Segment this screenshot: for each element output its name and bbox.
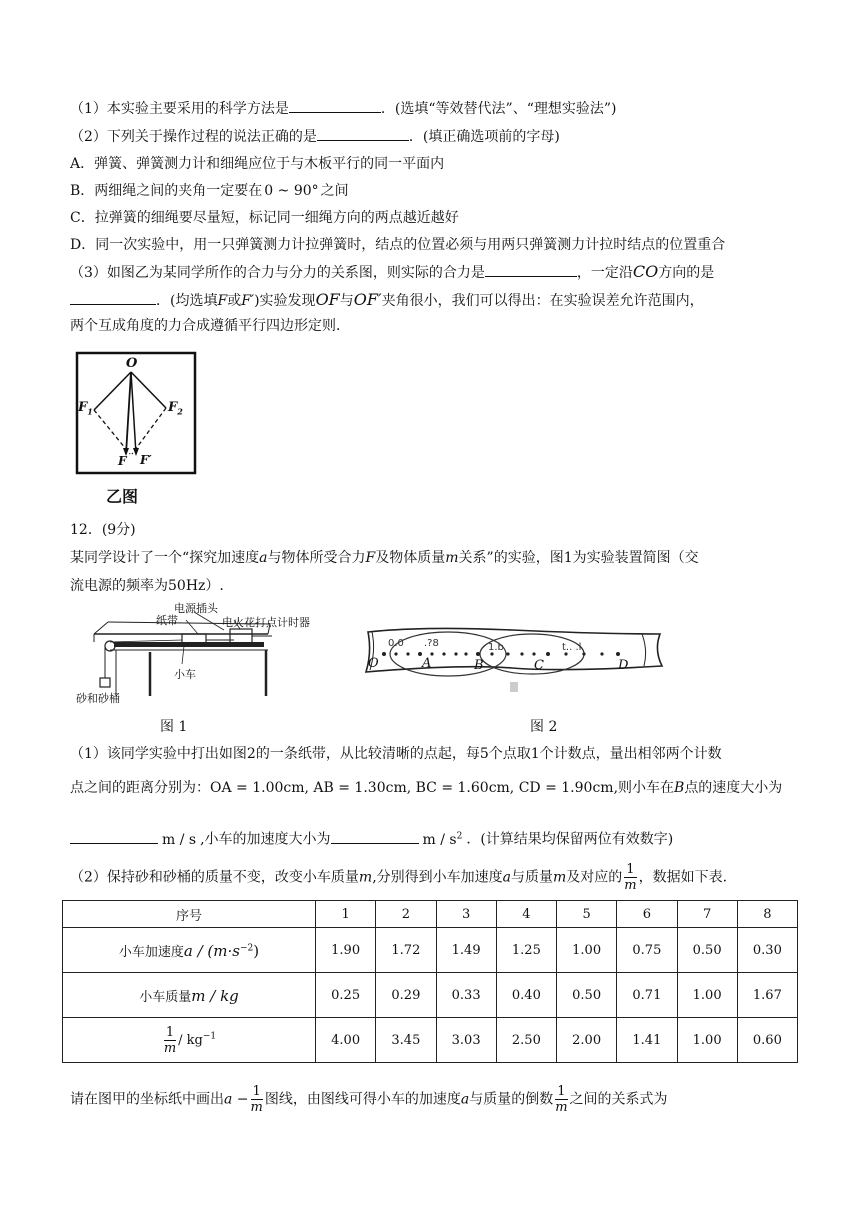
- table-cell: 0.30: [737, 928, 797, 973]
- table-header-cell: 8: [737, 901, 797, 928]
- table-cell: 1.67: [737, 973, 797, 1018]
- label-spark-timer: 电火花打点计时器: [222, 616, 310, 629]
- svg-text:0.0: 0.0: [388, 638, 404, 649]
- question-11-2: （2）下列关于操作过程的说法正确的是 ．(填正确选项前的字母): [70, 126, 560, 147]
- table-row-inverse-mass: [63, 1018, 798, 1063]
- force-f-prime-label: F′: [140, 453, 152, 467]
- question-11-3-line1: （3）如图乙为某同学所作的合力与分力的关系图，则实际的合力是 ，一定沿CO方向的是: [70, 262, 715, 281]
- question-12-intro-1: 某同学设计了一个“探究加速度a与物体所受合力F及物体质量m关系”的实验，图1为实验装置简图（交: [70, 550, 699, 566]
- question-12-2-instruction: 请在图甲的坐标纸中画出a − $\frac{1}{m}$ 图线，由图线可得小车的加速度a与质量的倒数 $\frac{1}{m}$ 之间的关系式为: [70, 1084, 668, 1115]
- figure-2-caption: 图 2: [530, 719, 558, 735]
- question-11-3-line3: 两个互成角度的力合成遵循平行四边形定则．: [70, 318, 350, 334]
- table-cell: 0.33: [436, 973, 496, 1018]
- force-f2-label: $F_2$: [168, 400, 183, 417]
- point-o: O: [368, 656, 379, 671]
- fraction-1-over-m: $\frac{1}{m}$: [555, 1084, 568, 1115]
- table-cell: 0.50: [557, 973, 617, 1018]
- table-cell: 2.00: [557, 1018, 617, 1063]
- table-cell: 0.29: [376, 973, 436, 1018]
- option-a: A．弹簧、弹簧测力计和细绳应位于与木板平行的同一平面内: [70, 156, 445, 172]
- point-d: D: [618, 658, 629, 673]
- figure-2-paper-tape: [362, 620, 666, 700]
- table-header-cell: 1: [316, 901, 376, 928]
- table-header-cell: 序号: [63, 901, 316, 928]
- option-d: D．同一次实验中，用一只弹簧测力计拉弹簧时，结点的位置必须与用两只弹簧测力计拉时结点的位置重合: [70, 237, 726, 253]
- figure-yi: [74, 350, 198, 476]
- table-cell: 0.60: [737, 1018, 797, 1063]
- force-f1-label: $F_1$: [78, 400, 93, 417]
- label-sand-bucket: 砂和砂桶: [76, 692, 120, 705]
- table-header-cell: 2: [376, 901, 436, 928]
- answer-blank: [485, 262, 577, 277]
- row-label: $\frac{1}{m}$ / $kg^{-1}$: [63, 1018, 316, 1063]
- label-cart: 小车: [174, 668, 196, 681]
- table-cell: 1.49: [436, 928, 496, 973]
- svg-text:t.. .l: t.. .l: [562, 642, 582, 653]
- table-cell: 1.72: [376, 928, 436, 973]
- answer-blank: [317, 126, 409, 141]
- table-cell: 1.41: [617, 1018, 677, 1063]
- table-cell: 0.71: [617, 973, 677, 1018]
- row-label: 小车加速度$a / (m\cdot s^{-2})$: [63, 928, 316, 973]
- table-cell: 3.03: [436, 1018, 496, 1063]
- table-cell: 1.25: [496, 928, 556, 973]
- answer-blank: [70, 829, 158, 844]
- table-cell: 0.50: [677, 928, 737, 973]
- table-cell: 1.90: [316, 928, 376, 973]
- question-12-1-line1: （1）该同学实验中打出如图2的一条纸带，从比较清晰的点起，每5个点取1个计数点，量出相邻两个计数: [70, 746, 722, 762]
- question-12-header: 12．(9分): [70, 522, 136, 538]
- svg-text:.?8: .?8: [424, 638, 439, 649]
- table-cell: 0.40: [496, 973, 556, 1018]
- answer-blank: [70, 290, 156, 305]
- question-12-1-line3: m / s ,小车的加速度大小为 m / $s^2$ ．(计算结果均保留两位有效数字): [70, 826, 673, 850]
- row-label: 小车质量m / kg: [63, 973, 316, 1018]
- table-cell: 1.00: [677, 973, 737, 1018]
- svg-text:1.b: 1.b: [488, 642, 504, 653]
- table-cell: 0.25: [316, 973, 376, 1018]
- table-header-cell: 5: [557, 901, 617, 928]
- table-row-mass: [63, 973, 798, 1018]
- table-header-cell: 3: [436, 901, 496, 928]
- figure-1-caption: 图 1: [160, 719, 188, 735]
- option-b: B．两细绳之间的夹角一定要在 0 ~ 90° 之间: [70, 183, 349, 199]
- table-cell: 4.00: [316, 1018, 376, 1063]
- fraction-1-over-m: $\frac{1}{m}$: [250, 1084, 263, 1115]
- question-11-3-line2: ．(均选填F或F′)实验发现OF与OF′夹角很小，我们可以得出：在实验误差允许范围内，: [70, 290, 704, 311]
- question-11-1: （1）本实验主要采用的科学方法是 ．(选填“等效替代法”、“理想实验法”): [70, 98, 616, 119]
- question-12-2: （2）保持砂和砂桶的质量不变，改变小车质量m,分别得到小车加速度a与质量m及对应的 $\frac{1}{m}$ ，数据如下表.: [70, 862, 728, 893]
- table-header-cell: 6: [617, 901, 677, 928]
- table-header-cell: 7: [677, 901, 737, 928]
- point-a: A: [422, 656, 432, 671]
- point-o-label: O: [126, 356, 138, 371]
- label-power-plug: 电源插头: [174, 602, 218, 615]
- label-paper-tape: 纸带: [156, 614, 178, 627]
- table-header-cell: 4: [496, 901, 556, 928]
- table-cell: 1.00: [557, 928, 617, 973]
- table-header-row: [63, 901, 798, 928]
- table-cell: 1.00: [677, 1018, 737, 1063]
- table-cell: 0.75: [617, 928, 677, 973]
- table-row-acceleration: [63, 928, 798, 973]
- fraction-1-over-m: $\frac{1}{m}$: [163, 1024, 177, 1056]
- point-c: C: [534, 658, 544, 673]
- force-f-label: F: [118, 454, 127, 468]
- table-cell: 2.50: [496, 1018, 556, 1063]
- figure-1-apparatus: [74, 602, 324, 710]
- question-12-intro-2: 流电源的频率为50Hz）.: [70, 578, 224, 594]
- answer-blank: [331, 829, 419, 844]
- data-table: [62, 900, 798, 1063]
- answer-blank: [289, 98, 381, 113]
- question-12-1-line2: 点之间的距离分别为：OA = 1.00cm, AB = 1.30cm, BC = 1.60cm, CD = 1.90cm,则小车在B点的速度大小为: [70, 780, 783, 796]
- option-c: C．拉弹簧的细绳要尽量短，标记同一细绳方向的两点越近越好: [70, 210, 459, 226]
- point-b: B: [474, 658, 484, 673]
- fraction-1-over-m: $\frac{1}{m}$: [624, 862, 637, 893]
- table-cell: 3.45: [376, 1018, 436, 1063]
- figure-yi-caption: 乙图: [106, 487, 139, 506]
